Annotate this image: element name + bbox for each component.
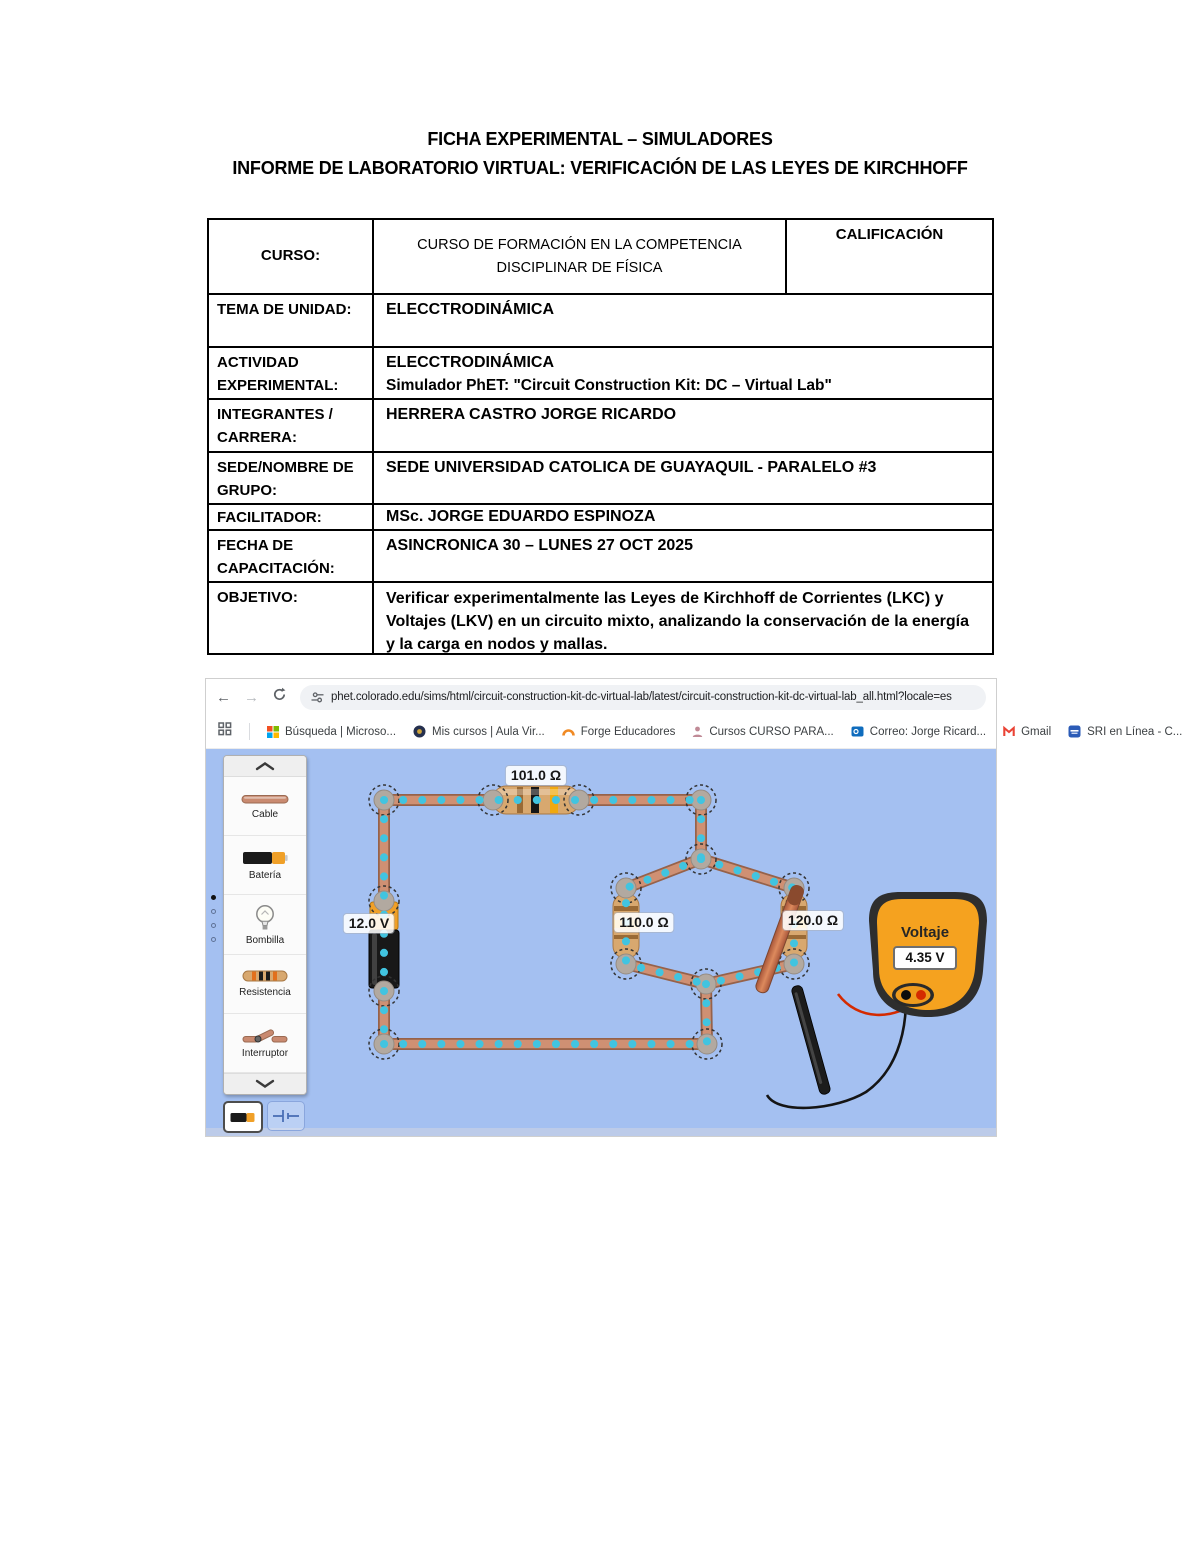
toolbox-item-label: Cable (251, 808, 279, 820)
toolbox-item-label: Batería (248, 869, 282, 881)
site-settings-icon (311, 691, 324, 704)
table-value-tema: ELECCTRODINÁMICA (374, 295, 992, 348)
table-label-fecha: FECHA DE CAPACITACIÓN: (209, 531, 374, 583)
url-bar[interactable] (300, 685, 986, 710)
bookmarks-divider (249, 723, 250, 740)
circuit-wires[interactable] (384, 800, 794, 1044)
browser-toolbar (206, 679, 996, 715)
table-label-objetivo: OBJETIVO: (209, 583, 374, 653)
table-value-facilitador: MSc. JORGE EDUARDO ESPINOZA (374, 505, 992, 531)
reload-icon (272, 687, 287, 702)
page-title: FICHA EXPERIMENTAL – SIMULADORES (427, 129, 773, 149)
table-value-integrantes: HERRERA CASTRO JORGE RICARDO (374, 400, 992, 453)
browser-reload-button[interactable] (272, 687, 287, 707)
browser-back-button[interactable]: ← (216, 688, 231, 706)
bookmark-label: Búsqueda | Microso... (285, 725, 397, 738)
battery-label: 12.0 V (344, 914, 394, 933)
person-icon (692, 726, 703, 738)
resistor-101-label: 101.0 Ω (506, 766, 566, 785)
bookmark-busqueda[interactable] (267, 726, 396, 738)
voltmeter-black-port[interactable] (901, 990, 911, 1000)
bookmark-gmail[interactable] (1003, 726, 1051, 738)
page-subtitle: INFORME DE LABORATORIO VIRTUAL: VERIFICACIÓN DE LAS LEYES DE KIRCHHOFF (232, 158, 968, 178)
bookmark-label: Gmail (1021, 725, 1052, 738)
table-value-objetivo: Verificar experimentalmente las Leyes de Kirchhoff de Corrientes (LKC) y Voltajes (LKV) en un circuito mixto, analizando la conservación de la energía y la carga en nodos y mallas. (386, 590, 969, 654)
bookmark-aula-virtual[interactable] (413, 725, 545, 738)
gmail-icon (1003, 726, 1015, 737)
bookmark-forge[interactable] (562, 726, 676, 738)
voltmeter-red-port[interactable] (916, 990, 926, 1000)
forge-icon (562, 727, 575, 736)
actividad-line2: Simulador PhET: "Circuit Construction Kit: DC – Virtual Lab" (386, 376, 832, 394)
embedded-browser-screenshot (205, 678, 1183, 1137)
table-header-calificacion: CALIFICACIÓN (787, 220, 992, 295)
circuit-drawing[interactable] (206, 749, 996, 1136)
aula-virtual-icon (413, 725, 426, 738)
table-label-integrantes: INTEGRANTES / CARRERA: (209, 400, 374, 453)
table-value-actividad (374, 348, 992, 400)
sri-icon (1068, 725, 1081, 738)
bookmark-correo[interactable] (851, 725, 986, 738)
bookmark-label: Cursos CURSO PARA... (709, 725, 834, 738)
circuit-nodes[interactable] (374, 790, 804, 1054)
apps-grid-icon[interactable] (218, 722, 232, 741)
electron-dots (384, 800, 794, 1044)
table-label-facilitador: FACILITADOR: (209, 505, 374, 531)
table-label-actividad: ACTIVIDAD EXPERIMENTAL: (209, 348, 374, 400)
outlook-icon (851, 725, 864, 738)
bookmark-sri[interactable] (1068, 725, 1182, 738)
info-table (207, 218, 994, 655)
browser-forward-button[interactable]: → (244, 688, 259, 706)
bookmark-label: Forge Educadores (580, 725, 676, 738)
node-selection-rings (369, 785, 809, 1059)
toolbox-item-label: Interruptor (241, 1048, 289, 1060)
bookmark-label: Mis cursos | Aula Vir... (432, 725, 545, 738)
toolbox-item-label: Bombilla (245, 934, 285, 946)
resistor-120-label: 120.0 Ω (783, 911, 843, 930)
table-label-tema: TEMA DE UNIDAD: (209, 295, 374, 348)
voltmeter-title: Voltaje (900, 924, 950, 941)
actividad-line1: ELECCTRODINÁMICA (386, 354, 554, 371)
table-value-fecha: ASINCRONICA 30 – LUNES 27 OCT 2025 (374, 531, 992, 583)
bookmark-label: Correo: Jorge Ricard... (869, 725, 987, 738)
bookmark-curso[interactable] (692, 726, 833, 738)
url-text: phet.colorado.edu/sims/html/circuit-construction-kit-dc-virtual-lab/latest/circuit-construction-kit-dc-virtual-lab_all.html?locale=es (331, 691, 952, 703)
microsoft-icon (267, 726, 279, 738)
phet-simulator-canvas[interactable] (206, 749, 996, 1136)
voltmeter-reading: 4.35 V (893, 946, 957, 970)
bookmarks-bar (206, 715, 1183, 749)
table-value-curso: CURSO DE FORMACIÓN EN LA COMPETENCIA DISCIPLINAR DE FÍSICA (374, 220, 787, 295)
bookmark-label: SRI en Línea - C... (1087, 725, 1183, 738)
table-label-sede: SEDE/NOMBRE DE GRUPO: (209, 453, 374, 505)
voltmeter-black-probe[interactable] (791, 985, 832, 1096)
toolbox-item-label: Resistencia (239, 987, 291, 999)
table-label-curso: CURSO: (209, 220, 374, 295)
table-value-sede: SEDE UNIVERSIDAD CATOLICA DE GUAYAQUIL - PARALELO #3 (374, 453, 992, 505)
resistor-110-label: 110.0 Ω (614, 913, 673, 932)
